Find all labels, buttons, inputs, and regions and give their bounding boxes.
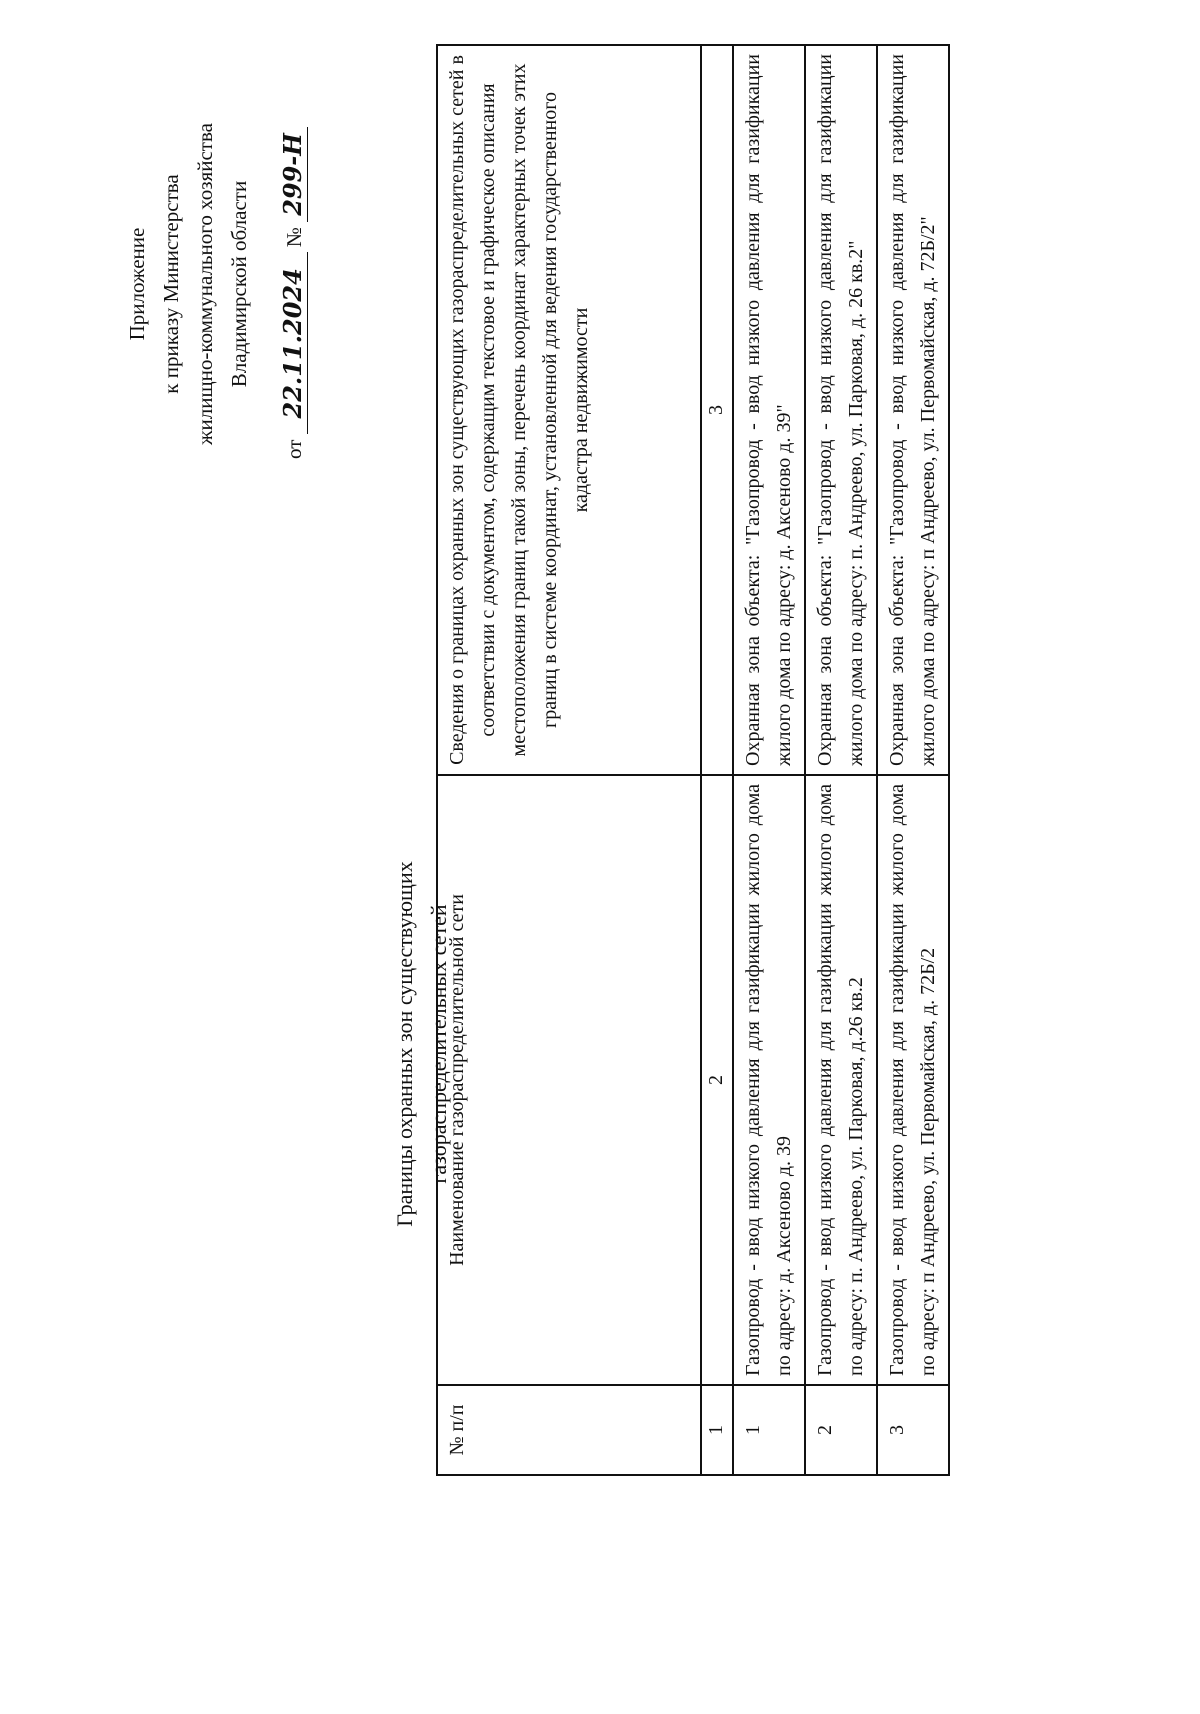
appendix-header	[120, 84, 256, 484]
table-row	[733, 45, 805, 1475]
network-name: Газопровод - ввод низкого давления для газификации жилого дома по адресу: п Андреево, ул. Первомайская, д. 72Б/2	[877, 775, 949, 1385]
title-line-1: Границы охранных зон существующих	[392, 861, 417, 1227]
number-label: №	[282, 227, 306, 248]
column-number: 1	[701, 1385, 733, 1475]
handwritten-number: 299-Н	[278, 127, 308, 222]
protection-zones-table	[436, 44, 950, 1476]
header-number: № п/п	[437, 1385, 701, 1475]
table-row	[805, 45, 877, 1475]
header-network-name: Наименование газораспределительной сети	[437, 775, 701, 1385]
row-number: 2	[805, 1385, 877, 1475]
appendix-label: Приложение	[125, 227, 149, 341]
ministry-line: жилищно-коммунального хозяйства	[193, 123, 217, 445]
title-line-2: газораспределительных сетей	[426, 904, 451, 1184]
column-number: 3	[701, 45, 733, 775]
column-number-row	[701, 45, 733, 1475]
from-label: от	[282, 439, 306, 459]
handwritten-date: 22.11.2024	[278, 252, 308, 434]
table-row	[877, 45, 949, 1475]
table-header-row	[437, 45, 701, 1475]
order-ref-line: к приказу Министерства	[159, 174, 183, 394]
network-name: Газопровод - ввод низкого давления для газификации жилого дома по адресу: п. Андреево, ул. Парковая, д.26 кв.2	[805, 775, 877, 1385]
header-zone-info: Сведения о границах охранных зон существующих газораспределительных сетей в соответствии с документом, содержащим текстовое и графическое описания местоположения границ такой зоны, перечень координат характерных точек этих границ в системе координат, установленной для ведения государственного кадастра недвижимости	[437, 45, 701, 775]
zone-info: Охранная зона объекта: "Газопровод - ввод низкого давления для газификации жилого дома по адресу: п Андреево, ул. Первомайская, д. 72Б/2"	[877, 45, 949, 775]
zone-info: Охранная зона объекта: "Газопровод - ввод низкого давления для газификации жилого дома по адресу: п. Андреево, ул. Парковая, д. 26 кв.2"	[805, 45, 877, 775]
column-number: 2	[701, 775, 733, 1385]
network-name: Газопровод - ввод низкого давления для газификации жилого дома по адресу: д. Аксеново д. 39	[733, 775, 805, 1385]
zone-info: Охранная зона объекта: "Газопровод - ввод низкого давления для газификации жилого дома по адресу: д. Аксеново д. 39"	[733, 45, 805, 775]
row-number: 3	[877, 1385, 949, 1475]
row-number: 1	[733, 1385, 805, 1475]
order-date-number	[278, 127, 308, 459]
region-line: Владимирской области	[227, 180, 251, 388]
